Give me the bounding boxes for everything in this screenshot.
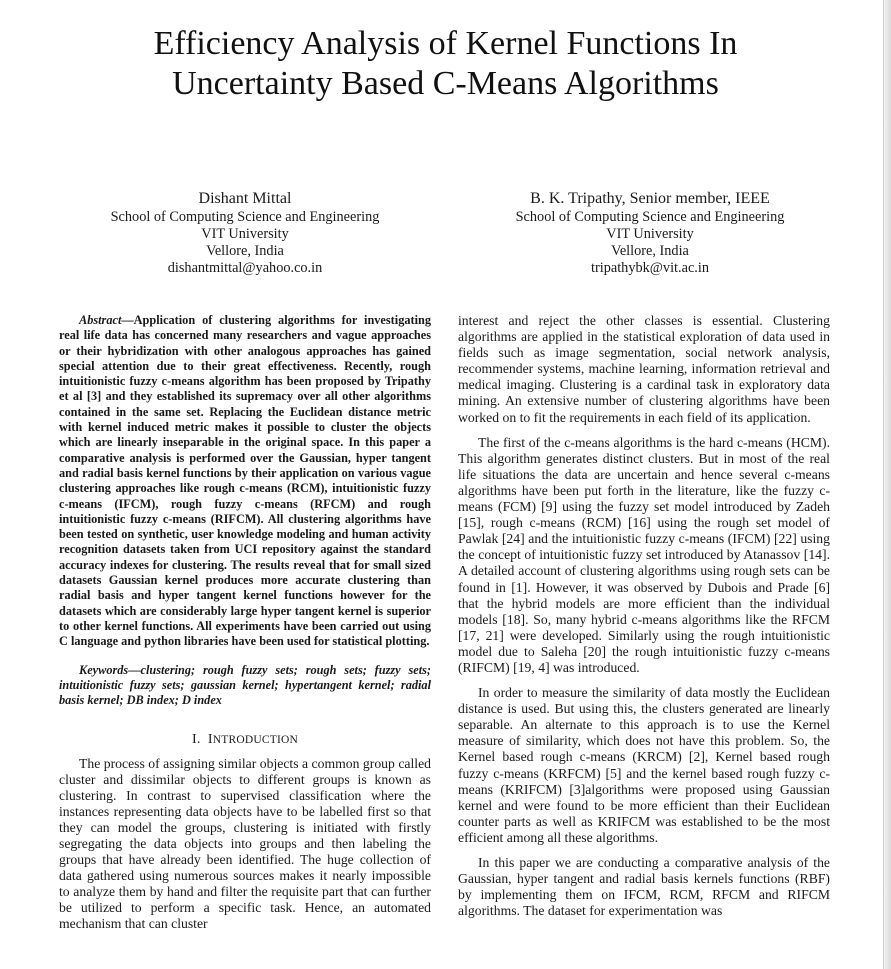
title-line-1: Efficiency Analysis of Kernel Functions In xyxy=(153,25,738,62)
author-email[interactable]: dishantmittal@yahoo.co.in xyxy=(167,260,323,276)
author-location: Vellore, India xyxy=(611,243,689,259)
title-line-2: Uncertainty Based C-Means Algorithms xyxy=(172,65,719,102)
paragraph-cmeans: The first of the c-means algorithms is the hard c-means (HCM). This algorithm generates distinct clusters. But in most of the real life situations the data are uncertain and hence several c-means algorithms have been put forth in the literature, like the fuzzy c-means (FCM) [9] using the fuzzy set model introduced by Zadeh [15], rough c-means (RCM) [16] using the rough set model of Pawlak [24] and the intuitionistic fuzzy c-means (IFCM) [22] using the concept of intuitionistic fuzzy set introduced by Atanassov [14]. A detailed account of clustering algorithms using rough sets can be found in [1]. However, it was observed by Dubois and Prade [6] that the hybrid models are more efficient than the individual models [18]. So, many hybrid c-means algorithms like the RFCM [17, 21] were developed. Similarly using the rough intuitionistic model due to Saleha [20] the rough intuitionistic fuzzy c-means (RIFCM) [19, 4] was introduced. xyxy=(458,434,830,675)
abstract xyxy=(59,313,431,650)
keywords: Keywords—clustering; rough fuzzy sets; rough sets; fuzzy sets; intuitionistic fuzzy sets; gaussian kernel; hypertangent kernel; radial basis kernel; DB index; D index xyxy=(59,662,431,708)
paragraph-continued: interest and reject the other classes is essential. Clustering algorithms are applied in the statistical exploration of data used in fields such as image segmentation, social network analysis, recommender systems, machine learning, information retrieval and medical imaging. Clustering is a cardinal task in exploratory data mining. An extensive number of clustering algorithms have been worked on to fit the requirements in each field of its application. xyxy=(458,313,830,425)
page-edge-shadow xyxy=(883,0,891,969)
author-block-2 xyxy=(465,189,835,277)
author-school: School of Computing Science and Engineering xyxy=(110,209,380,225)
section-title-rest: NTRODUCTION xyxy=(212,734,299,747)
left-column xyxy=(59,313,431,942)
paragraph-analysis: In this paper we are conducting a comparative analysis of the Gaussian, hyper tangent and radial basis kernels functions (RBF) by implementing them on IFCM, RCM, RFCM and RIFCM algorithms. The dataset for experimentation was xyxy=(458,855,830,919)
abstract-lead: Abstract xyxy=(79,313,122,327)
author-name: B. K. Tripathy, Senior member, IEEE xyxy=(530,190,770,207)
section-number: I. xyxy=(191,732,201,748)
right-column xyxy=(458,313,830,928)
paragraph-kernel: In order to measure the similarity of data mostly the Euclidean distance is used. But using this, the clusters generated are linearly separable. An alternate to this approach is to use the Kernel measure of similarity, which does not have this problem. So, the Kernel based rough c-means (KRCM) [2], Kernel based rough fuzzy c-means (KRFCM) [5] and the kernel based rough fuzzy c-means (KRIFCM) [3]algorithms were proposed using Gaussian kernel and were found to be more efficient than their Euclidean counter parts as well as KRIFCM was established to be the most efficient among all these algorithms. xyxy=(458,685,830,845)
author-university: VIT University xyxy=(201,226,289,242)
author-location: Vellore, India xyxy=(206,243,284,259)
intro-paragraph: The process of assigning similar objects a common group called cluster and dissimilar objects to different groups is known as clustering. In contrast to supervised classification where the instances representing data objects have to be labelled first so that they can model the groups, clustering is initiated with firstly segregating the data objects into groups and then labeling the groups that have already been identified. The huge collection of data gathered using numerous sources makes it nearly impossible to analyze them by hand and filter the requisite part that can further be utilized to perform a specific task. Hence, an automated mechanism that can cluster xyxy=(59,755,431,932)
paper-title xyxy=(0,24,891,104)
abstract-text: —Application of clustering algorithms for investigating real life data has concerned many researchers and vague approaches or their hybridization with other analogous approaches has gained special attention due to their great effectiveness. Recently, rough intuitionistic fuzzy c-means algorithm has been proposed by Tripathy et al [3] and they established its supremacy over all other algorithms contained in the same set. Replacing the Euclidean distance metric with kernel induced metric makes it possible to cluster the objects which are linearly inseparable in the original space. In this paper a comparative analysis is performed over the Gaussian, hyper tangent and radial basis kernel functions by their application on various vague clustering approaches like rough c-means (RCM), intuitionistic fuzzy c-means (IFCM), rough fuzzy c-means (RFCM) and rough intuitionistic fuzzy c-means (RIFCM). All clustering algorithms have been tested on synthetic, user knowledge modeling and human activity recognition datasets taken from UCI repository against the standard accuracy indexes for clustering. The results reveal that for small sized datasets Gaussian kernel produces more accurate clustering than radial basis and hyper tangent kernel functions however for the datasets which are considerably large hyper tangent kernel is superior to other kernel functions. All experiments have been carried out using C language and python libraries have been used for statistical plotting. xyxy=(59,313,431,649)
section-initial: I xyxy=(207,732,213,748)
author-email[interactable]: tripathybk@vit.ac.in xyxy=(591,260,709,276)
section-heading-introduction xyxy=(59,732,431,748)
author-university: VIT University xyxy=(606,226,694,242)
author-name: Dishant Mittal xyxy=(198,190,292,207)
author-school: School of Computing Science and Engineering xyxy=(515,209,785,225)
author-block-1 xyxy=(60,189,430,277)
